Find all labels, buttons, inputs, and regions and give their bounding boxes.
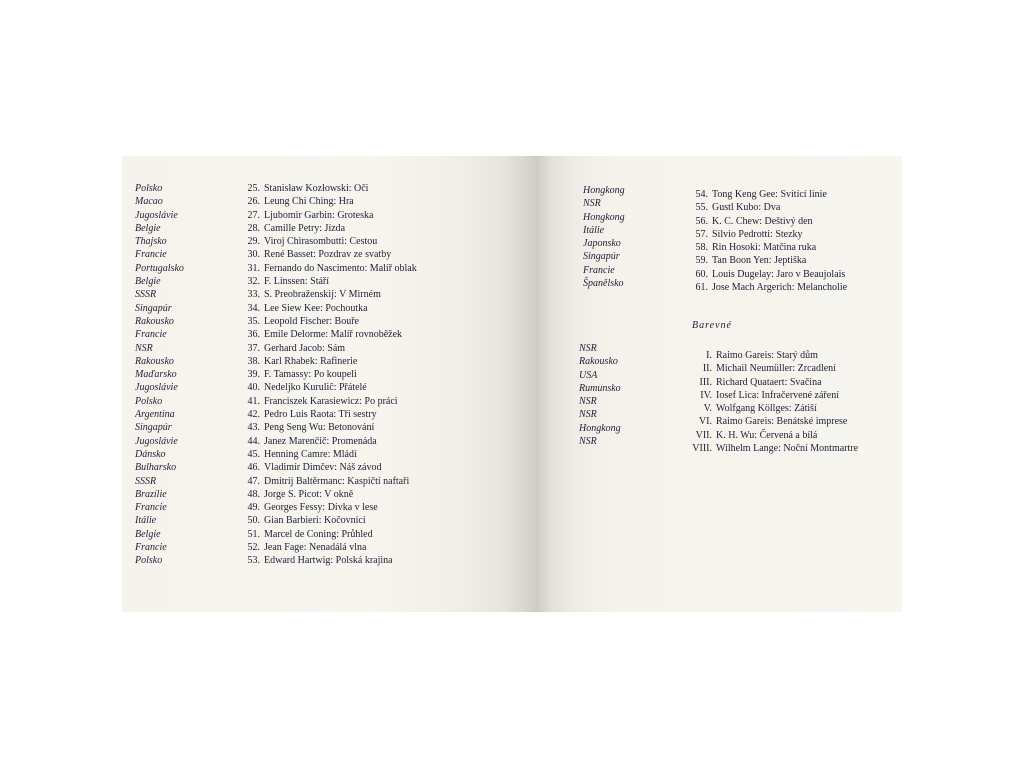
entry-text: K. H. Wu: Červená a bílá (716, 429, 818, 441)
entry-text: Leopold Fischer: Bouře (264, 315, 359, 327)
country-item: Belgie (135, 276, 161, 288)
country-item: Singapúr (135, 422, 172, 434)
entry-text: Lee Siew Kee: Pochoutka (264, 302, 368, 314)
list-item (244, 248, 417, 261)
list-item (686, 349, 858, 362)
entry-number: VIII. (692, 443, 712, 455)
left-country-list (135, 182, 184, 568)
entry-number: 58. (695, 242, 708, 254)
country-item: Francie (583, 264, 615, 276)
entry-number: 44. (247, 435, 260, 447)
country-item: NSR (579, 396, 597, 408)
entry-number: 52. (247, 542, 260, 554)
list-item (694, 228, 847, 241)
entry-number: 46. (247, 462, 260, 474)
right-country-list-top (583, 184, 625, 290)
left-entry-list (244, 182, 417, 568)
entry-text: F. Tamassy: Po koupeli (264, 369, 357, 381)
list-item (244, 182, 417, 195)
entry-number: 26. (247, 196, 260, 208)
entry-number: V. (703, 403, 712, 415)
left-page (122, 156, 536, 612)
entry-number: 51. (247, 528, 260, 540)
entry-text: K. C. Chew: Deštivý den (712, 215, 813, 227)
list-item (686, 389, 858, 402)
entry-text: Karl Rhabek: Rafinerie (264, 355, 358, 367)
entry-text: Jorge S. Picot: V okně (264, 488, 354, 500)
country-item: NSR (583, 198, 601, 210)
country-item: Dánsko (135, 448, 166, 460)
entry-text: S. Preobraženskij: V Mirném (264, 289, 381, 301)
list-item (244, 475, 417, 488)
country-item: Španělsko (583, 278, 624, 290)
entry-text: Richard Quataert: Svačina (716, 376, 822, 388)
entry-number: IV. (700, 389, 712, 401)
entry-number: 35. (247, 315, 260, 327)
list-item (244, 395, 417, 408)
list-item (244, 302, 417, 315)
country-item: Hongkong (583, 211, 625, 223)
entry-number: 56. (695, 215, 708, 227)
entry-text: Silvio Pedrotti: Stezky (712, 228, 803, 240)
entry-text: Fernando do Nascimento: Malíř oblak (264, 262, 417, 274)
entry-number: 48. (247, 488, 260, 500)
entry-number: 32. (247, 276, 260, 288)
right-entry-list-top (694, 188, 847, 294)
country-item: USA (579, 369, 598, 381)
entry-number: 43. (247, 422, 260, 434)
entry-text: Gian Barbieri: Kočovníci (264, 515, 366, 527)
country-item: Francie (135, 542, 167, 554)
country-item: Rakousko (135, 355, 174, 367)
country-item: Rumunsko (579, 382, 621, 394)
entry-text: Jean Fage: Nenadálá vlna (264, 542, 367, 554)
entry-text: Nedeljko Kuruliĉ: Přátelé (264, 382, 367, 394)
entry-number: 42. (247, 409, 260, 421)
list-item (244, 514, 417, 527)
list-item (686, 402, 858, 415)
entry-number: III. (699, 376, 712, 388)
list-item (694, 281, 847, 294)
country-item: NSR (579, 343, 597, 354)
list-item (244, 195, 417, 208)
list-item (244, 461, 417, 474)
country-item: Polsko (135, 555, 163, 567)
entry-number: 53. (247, 555, 260, 567)
entry-number: 49. (247, 502, 260, 514)
entry-number: 59. (695, 255, 708, 267)
list-item (244, 528, 417, 541)
right-country-list-bottom (579, 342, 621, 448)
list-item (244, 488, 417, 501)
entry-number: 29. (247, 236, 260, 248)
list-item (244, 435, 417, 448)
entry-text: Franciszek Karasiewicz: Po práci (264, 395, 398, 407)
country-item: Francie (135, 249, 167, 261)
entry-number: 61. (695, 282, 708, 294)
country-item: Bulharsko (135, 462, 177, 474)
entry-number: 37. (247, 342, 260, 354)
country-item: Belgie (135, 528, 161, 540)
country-item: Macao (135, 196, 163, 208)
entry-number: 28. (247, 222, 260, 234)
list-item (694, 215, 847, 228)
entry-text: Jose Mach Argerich: Melancholie (712, 282, 848, 294)
list-item (686, 415, 858, 428)
list-item (694, 241, 847, 254)
country-item: Jugoslávie (135, 382, 178, 394)
entry-text: Gerhard Jacob: Sám (264, 342, 346, 354)
country-item: NSR (579, 436, 597, 448)
list-item (244, 342, 417, 355)
list-item (686, 442, 858, 455)
country-item: SSSR (135, 289, 157, 301)
country-item: Francie (135, 502, 167, 514)
entry-text: René Basset: Pozdrav ze svatby (264, 249, 392, 261)
entry-text: Dmitrij Baltěrmanc: Kaspičtí naftaři (264, 475, 410, 487)
entry-text: Louis Dugelay: Jaro v Beaujolais (712, 268, 846, 280)
entry-number: 31. (247, 262, 260, 274)
entry-text: Gustl Kubo: Dva (712, 202, 781, 214)
country-item: NSR (135, 342, 153, 354)
entry-number: 54. (695, 189, 708, 200)
entry-text: Camille Petry: Jízda (264, 222, 346, 234)
country-item: Portugalsko (135, 262, 184, 274)
entry-text: Tong Keng Gee: Svítící linie (712, 189, 827, 200)
list-item (244, 235, 417, 248)
country-item: Hongkong (579, 422, 621, 434)
country-item: Jugoslávie (135, 435, 178, 447)
list-item (244, 448, 417, 461)
list-item (244, 421, 417, 434)
list-item (686, 429, 858, 442)
entry-number: 34. (247, 302, 260, 314)
list-item (244, 328, 417, 341)
entry-number: 55. (695, 202, 708, 214)
entry-text: Rin Hosoki: Matčina ruka (712, 242, 817, 254)
entry-number: 33. (247, 289, 260, 301)
entry-text: Iosef Lica: Infračervené záření (716, 389, 839, 401)
list-item (244, 554, 417, 567)
country-item: SSSR (135, 475, 157, 487)
list-item (244, 381, 417, 394)
entry-text: Henning Camre: Mládí (264, 448, 357, 460)
list-item (694, 254, 847, 267)
entry-number: 57. (695, 228, 708, 240)
entry-number: 38. (247, 355, 260, 367)
entry-text: Ljubomir Garbin: Groteska (264, 209, 374, 221)
entry-number: II. (702, 363, 712, 375)
entry-text: Raimo Gareis: Benátské imprese (716, 416, 848, 428)
entry-number: 30. (247, 249, 260, 261)
entry-number: 50. (247, 515, 260, 527)
country-item: Japonsko (583, 238, 621, 250)
entry-text: Raimo Gareis: Starý dům (716, 350, 818, 361)
entry-text: Georges Fessy: Dívka v lese (264, 502, 378, 514)
entry-text: Janez Marenčič: Promenáda (264, 435, 377, 447)
country-item: Itálie (583, 224, 605, 236)
list-item (244, 209, 417, 222)
country-item: Belgie (135, 222, 161, 234)
entry-text: Peng Seng Wu: Betonování (264, 422, 375, 434)
entry-number: VII. (695, 429, 712, 441)
entry-text: Emile Delorme: Malíř rovnoběžek (264, 329, 403, 341)
section-heading-color-plates: Barevné (692, 320, 732, 331)
list-item (686, 376, 858, 389)
country-item: Itálie (135, 515, 157, 527)
entry-number: 39. (247, 369, 260, 381)
entry-text: Pedro Luis Raota: Tři sestry (264, 409, 377, 421)
entry-text: Marcel de Coning: Průhled (264, 528, 373, 540)
country-item: Polsko (135, 183, 163, 194)
list-item (244, 222, 417, 235)
list-item (694, 268, 847, 281)
list-item (244, 355, 417, 368)
list-item (244, 315, 417, 328)
list-item (244, 275, 417, 288)
entry-text: Vladimír Dimčev: Náš závod (264, 462, 382, 474)
entry-text: F. Linssen: Stáří (264, 276, 330, 288)
country-item: Rakousko (579, 356, 618, 368)
list-item (686, 362, 858, 375)
entry-text: Leung Chi Ching: Hra (264, 196, 354, 208)
entry-text: Tan Boon Yen: Jeptiška (712, 255, 807, 267)
country-item: Singapúr (135, 302, 172, 314)
entry-number: 25. (247, 183, 260, 194)
list-item (694, 188, 847, 201)
entry-text: Wilhelm Lange: Noční Montmartre (716, 443, 859, 455)
entry-number: 45. (247, 448, 260, 460)
country-item: Brazílie (135, 488, 167, 500)
country-item: Argentina (135, 409, 175, 421)
list-item (694, 201, 847, 214)
list-item (244, 262, 417, 275)
entry-text: Edward Hartwig: Polská krajina (264, 555, 393, 567)
country-item: Thajsko (135, 236, 167, 248)
entry-number: 60. (695, 268, 708, 280)
book-spread (122, 156, 902, 612)
entry-number: 27. (247, 209, 260, 221)
list-item (244, 288, 417, 301)
list-item (244, 408, 417, 421)
entry-text: Wolfgang Köllges: Zátiší (716, 403, 817, 415)
country-item: NSR (579, 409, 597, 421)
list-item (244, 501, 417, 514)
right-page (536, 156, 902, 612)
entry-text: Stanisław Kozłowski: Oči (264, 183, 369, 194)
country-item: Francie (135, 329, 167, 341)
country-item: Polsko (135, 395, 163, 407)
entry-number: I. (706, 350, 712, 361)
right-entry-list-bottom (686, 349, 858, 455)
country-item: Jugoslávie (135, 209, 178, 221)
entry-number: VI. (698, 416, 712, 428)
entry-number: 47. (247, 475, 260, 487)
entry-text: Viroj Chirasombutti: Cestou (264, 236, 378, 248)
list-item (244, 541, 417, 554)
country-item: Maďarsko (135, 369, 177, 381)
country-item: Rakousko (135, 315, 174, 327)
country-item: Singapúr (583, 251, 620, 263)
country-item: Hongkong (583, 185, 625, 196)
entry-number: 40. (247, 382, 260, 394)
entry-number: 41. (247, 395, 260, 407)
list-item (244, 368, 417, 381)
entry-number: 36. (247, 329, 260, 341)
entry-text: Michail Neumüller: Zrcadlení (716, 363, 836, 375)
